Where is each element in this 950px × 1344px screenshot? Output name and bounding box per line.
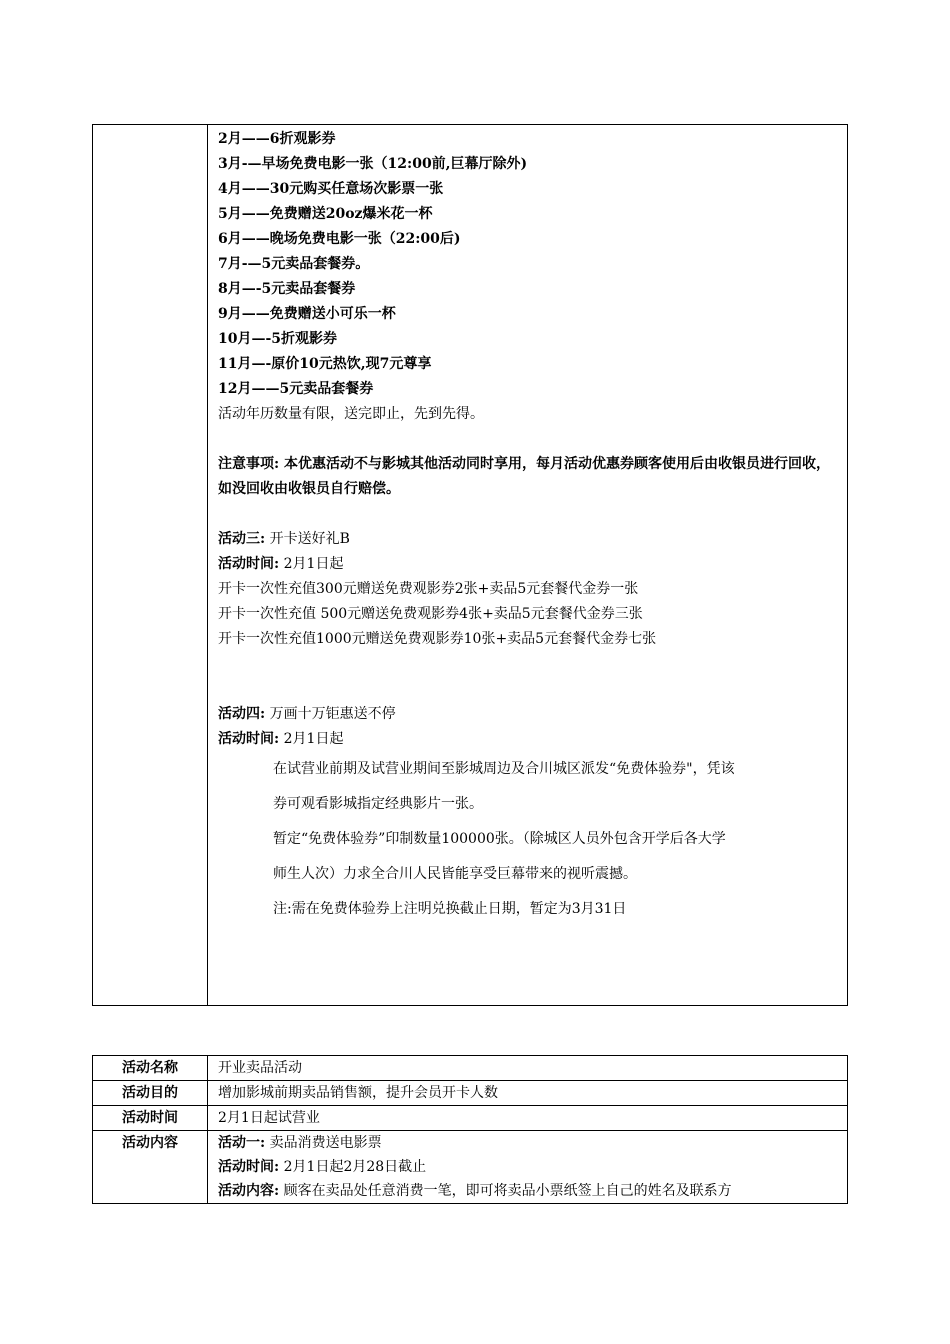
activity4-time-text: 2月1日起	[283, 731, 344, 747]
activity3-line: 开卡一次性充值300元赠送免费观影券2张+卖品5元套餐代金券一张	[218, 581, 639, 597]
monthly-offer: 2月——6折观影券	[218, 131, 336, 147]
monthly-offer: 8月—-5元卖品套餐券	[218, 281, 356, 297]
activity3-line: 开卡一次性充值 500元赠送免费观影券4张+卖品5元套餐代金券三张	[218, 606, 643, 622]
activity3-time-label: 活动时间:	[218, 556, 280, 572]
monthly-offer: 11月—-原价10元热饮,现7元尊享	[218, 356, 432, 372]
activity3-time	[218, 552, 847, 577]
activity4-para1-a: 在试营业前期及试营业期间至影城周边及合川城区派发“免费体验券"，凭该	[273, 761, 735, 777]
sales-act1-title-text: 卖品消费送电影票	[269, 1135, 382, 1151]
monthly-offer: 4月——30元购买任意场次影票一张	[218, 181, 444, 197]
promotions-content-cell	[208, 125, 848, 1006]
activity-purpose-label: 活动目的	[93, 1081, 208, 1106]
activity4-para1-b: 券可观看影城指定经典影片一张。	[273, 796, 483, 812]
monthly-offer: 5月——免费赠送20oz爆米花一杯	[218, 206, 433, 222]
notice-paragraph	[218, 452, 847, 502]
activity4-title-text: 万画十万钜惠送不停	[269, 706, 396, 722]
sales-act1-time-text: 2月1日起2月28日截止	[283, 1159, 427, 1175]
sales-act1-content-text: 顾客在卖品处任意消费一笔，即可将卖品小票纸签上自己的姓名及联系方	[283, 1183, 732, 1199]
sales-act1-content-label: 活动内容:	[218, 1183, 280, 1199]
sales-act1-label: 活动一:	[218, 1135, 266, 1151]
activity3-line: 开卡一次性充值1000元赠送免费观影券10张+卖品5元套餐代金券七张	[218, 631, 657, 647]
activity-time-label: 活动时间	[93, 1106, 208, 1131]
activity-purpose-value: 增加影城前期卖品销售额，提升会员开卡人数	[208, 1081, 848, 1106]
monthly-offer: 12月——5元卖品套餐券	[218, 381, 374, 397]
activity4-title	[218, 702, 847, 727]
activity4-para2-b: 师生人次）力求全合川人民皆能享受巨幕带来的视听震撼。	[273, 866, 637, 882]
label-cell-empty	[93, 125, 208, 1006]
activity4-body	[218, 752, 847, 927]
activity-content-label: 活动内容	[93, 1131, 208, 1204]
activity-time-value: 2月1日起试营业	[208, 1106, 848, 1131]
activity4-para2-a: 暂定“免费体验券”印制数量100000张。（除城区人员外包含开学后各大学	[273, 831, 726, 847]
sales-act1-time	[218, 1155, 847, 1179]
activity3-title	[218, 527, 847, 552]
activity3-time-text: 2月1日起	[283, 556, 344, 572]
activity4-time-label: 活动时间:	[218, 731, 280, 747]
activity4-time	[218, 727, 847, 752]
activity4-para3: 注:需在免费体验券上注明兑换截止日期，暂定为3月31日	[273, 901, 627, 917]
monthly-offer: 10月—-5折观影券	[218, 331, 338, 347]
notice-label: 注意事项:	[218, 456, 280, 472]
sales-act1-time-label: 活动时间:	[218, 1159, 280, 1175]
monthly-offer: 9月——免费赠送小可乐一杯	[218, 306, 396, 322]
sales-act1-title	[218, 1131, 847, 1155]
notice-text: 本优惠活动不与影城其他活动同时享用，每月活动优惠券顾客使用后由收银员进行回收，如没回收由收银员自行赔偿。	[218, 456, 831, 497]
monthly-offer: 7月-—5元卖品套餐券。	[218, 256, 370, 272]
promotions-table	[92, 124, 848, 1006]
activity3-title-text: 开卡送好礼B	[269, 531, 350, 547]
calendar-note: 活动年历数量有限，送完即止，先到先得。	[218, 406, 484, 422]
sales-act1-content	[218, 1179, 847, 1203]
sales-activity-table	[92, 1055, 848, 1204]
activity-name-label: 活动名称	[93, 1056, 208, 1081]
activity-name-value: 开业卖品活动	[208, 1056, 848, 1081]
activity4-title-label: 活动四:	[218, 706, 266, 722]
activity3-title-label: 活动三:	[218, 531, 266, 547]
activity-content-cell	[208, 1131, 848, 1204]
monthly-offer: 6月——晚场免费电影一张（22:00后)	[218, 231, 461, 247]
monthly-offer: 3月-—早场免费电影一张（12:00前,巨幕厅除外)	[218, 156, 528, 172]
